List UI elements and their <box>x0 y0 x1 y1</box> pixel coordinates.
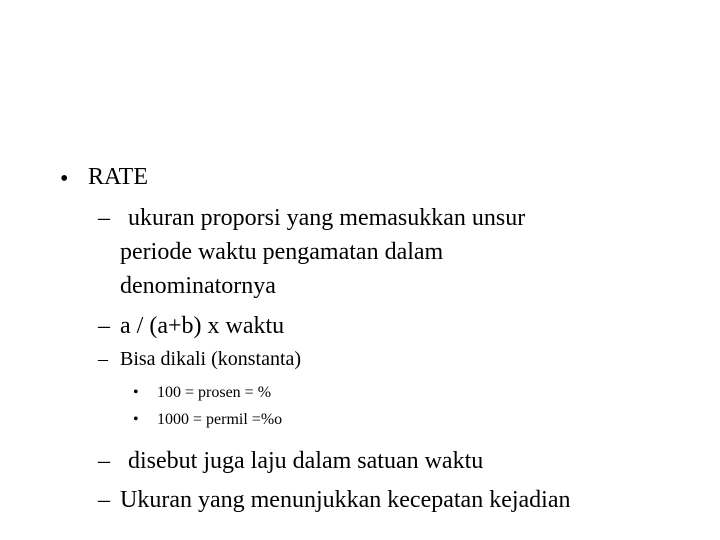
bullet-marker: • <box>60 166 69 192</box>
bullet-marker: • <box>133 384 139 401</box>
item-text-line: ukuran proporsi yang memasukkan unsur <box>128 205 526 231</box>
bullet-marker: • <box>133 411 139 428</box>
dash-marker: – <box>98 448 110 474</box>
item-text-line: periode waktu pengamatan dalam <box>120 239 444 265</box>
dash-marker: – <box>98 348 108 370</box>
dash-marker: – <box>98 487 110 513</box>
heading-rate: RATE <box>88 164 148 190</box>
item-text-line: denominatornya <box>120 273 276 299</box>
dash-marker: – <box>98 313 110 339</box>
subitem-text: 100 = prosen = % <box>157 384 272 401</box>
formula-text: a / (a+b) x waktu <box>120 313 285 339</box>
item-text: Ukuran yang menunjukkan kecepatan kejadian <box>120 487 571 513</box>
subitem-text: 1000 = permil =%o <box>157 411 283 428</box>
item-text: Bisa dikali (konstanta) <box>120 348 302 370</box>
item-text: disebut juga laju dalam satuan waktu <box>128 448 484 474</box>
dash-marker: – <box>98 205 110 231</box>
